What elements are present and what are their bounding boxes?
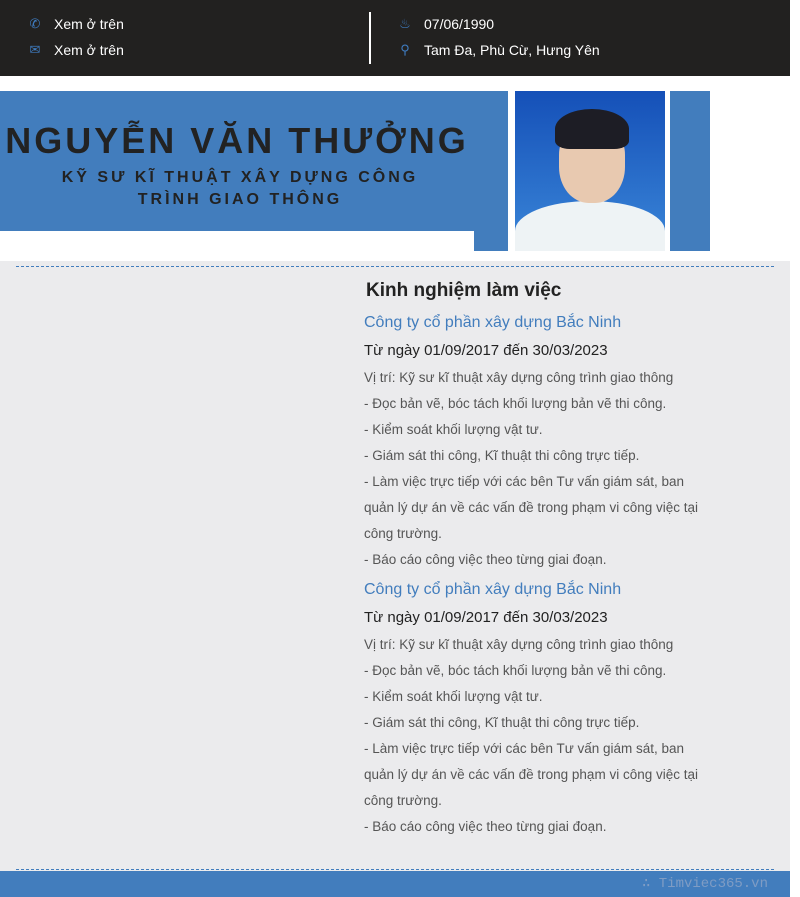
- job-description-line: - Đọc bản vẽ, bóc tách khối lượng bản vẽ thi công.: [364, 396, 667, 411]
- section-heading: Kinh nghiệm làm việc: [366, 280, 562, 301]
- job-description-line: - Báo cáo công việc theo từng giai đoạn.: [364, 819, 607, 834]
- birthday-cake-icon: ♨: [399, 16, 411, 31]
- phone-value: Xem ở trên: [54, 16, 124, 32]
- job-description-line: - Kiểm soát khối lượng vật tư.: [364, 422, 543, 437]
- company-name: Công ty cổ phần xây dựng Bắc Ninh: [364, 581, 622, 598]
- candidate-name: NGUYỄN VĂN THƯỞNG: [5, 120, 469, 161]
- job-entry: [364, 581, 704, 840]
- footer: [0, 871, 790, 897]
- job-period: Từ ngày 01/09/2017 đến 30/03/2023: [364, 342, 608, 359]
- divider: [369, 12, 371, 64]
- company-name: Công ty cổ phần xây dựng Bắc Ninh: [364, 314, 622, 331]
- job-period: Từ ngày 01/09/2017 đến 30/03/2023: [364, 609, 608, 626]
- watermark: ∴ Timviec365.vn: [641, 876, 768, 892]
- phone-icon: ✆: [29, 16, 41, 31]
- divider: [16, 869, 774, 870]
- address-item: [398, 42, 600, 58]
- birthday-value: 07/06/1990: [424, 16, 495, 32]
- job-description-line: - Làm việc trực tiếp với các bên Tư vấn giám sát, ban quản lý dự án về các vấn đề trong phạm vi công việc tại công trường.: [364, 741, 698, 808]
- header-strip: [670, 91, 710, 251]
- header-band-extension: [474, 231, 508, 251]
- birthday-item: [398, 16, 494, 32]
- avatar: [515, 91, 665, 251]
- address-value: Tam Đa, Phù Cừ, Hưng Yên: [424, 42, 600, 58]
- job-description-line: - Báo cáo công việc theo từng giai đoạn.: [364, 552, 607, 567]
- job-description-line: Vị trí: Kỹ sư kĩ thuật xây dựng công trình giao thông: [364, 370, 674, 385]
- job-title: KỸ SƯ KĨ THUẬT XÂY DỰNG CÔNG TRÌNH GIAO THÔNG: [61, 169, 419, 208]
- job-description-line: - Giám sát thi công, Kĩ thuật thi công trực tiếp.: [364, 715, 640, 730]
- experience-section: [364, 280, 704, 848]
- map-marker-icon: ⚲: [400, 42, 410, 57]
- job-description-line: - Đọc bản vẽ, bóc tách khối lượng bản vẽ thi công.: [364, 663, 667, 678]
- job-description-line: - Kiểm soát khối lượng vật tư.: [364, 689, 543, 704]
- job-entry: [364, 314, 704, 573]
- contact-bar: [0, 0, 790, 76]
- email-value: Xem ở trên: [54, 42, 124, 58]
- job-description-line: - Giám sát thi công, Kĩ thuật thi công trực tiếp.: [364, 448, 640, 463]
- envelope-icon: ✉: [29, 42, 41, 57]
- email-item: [28, 42, 124, 58]
- divider: [16, 266, 774, 267]
- job-description-line: - Làm việc trực tiếp với các bên Tư vấn giám sát, ban quản lý dự án về các vấn đề trong phạm vi công việc tại công trường.: [364, 474, 698, 541]
- job-description-line: Vị trí: Kỹ sư kĩ thuật xây dựng công trình giao thông: [364, 637, 674, 652]
- phone-item: [28, 16, 124, 32]
